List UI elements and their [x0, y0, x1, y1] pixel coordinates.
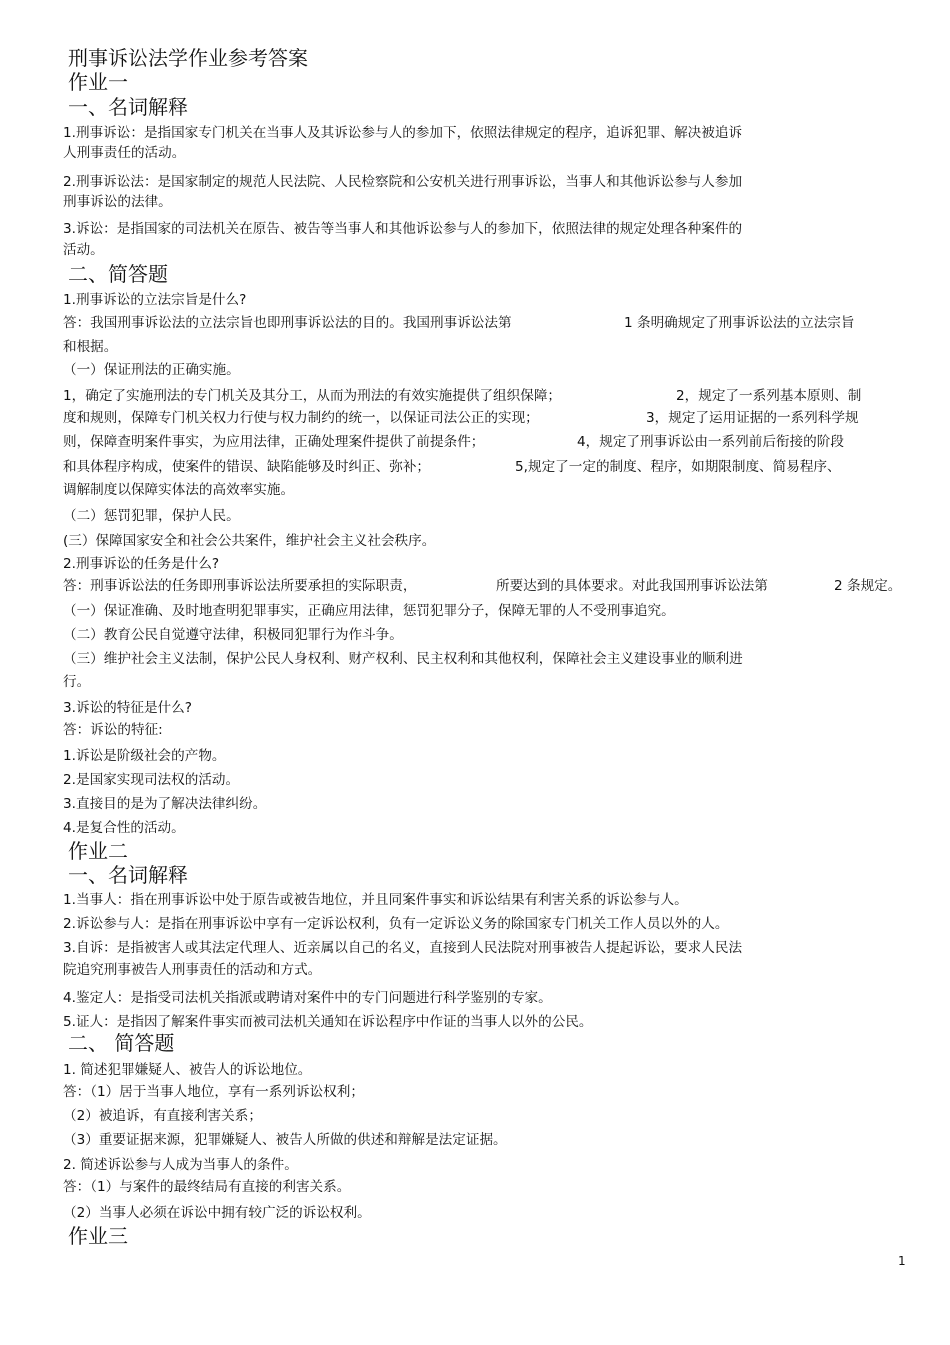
hw1-answer-1-line4 — [63, 388, 862, 405]
hw1-answer-3-item1: 1.诉讼是阶级社会的产物。 — [63, 748, 226, 764]
hw1-answer-2-line1 — [63, 578, 902, 595]
hw2-def-1: 1.当事人：指在刑事诉讼中处于原告或被告地位，并且同案件事实和诉讼结果有利害关系的诉讼参与人。 — [63, 892, 688, 908]
hw1-def-2-line1: 2.刑事诉讼法：是国家制定的规范人民法院、人民检察院和公安机关进行刑事诉讼，当事人和其他诉讼参与人参加 — [63, 174, 743, 190]
hw2-answer-1-point2: （2）被追诉，有直接利害关系； — [63, 1108, 262, 1124]
hw2-answer-1-point3: （3）重要证据来源，犯罪嫌疑人、被告人所做的供述和辩解是法定证据。 — [63, 1132, 507, 1148]
hw1-answer-1-line7 — [63, 459, 841, 476]
page-number: 1 — [898, 1254, 906, 1268]
hw1-answer-2-point3-line1: （三）维护社会主义法制，保护公民人身权利、财产权利、民主权利和其他权利，保障社会主义建设事业的顺利进 — [63, 651, 743, 667]
hw2-answer-2-point1: 答：（1）与案件的最终结局有直接的利害关系。 — [63, 1179, 351, 1195]
hw1-answer-1-line6 — [63, 434, 844, 451]
text-segment: 1 条明确规定了刑事诉讼法的立法宗旨 — [624, 315, 855, 331]
hw1-def-3-line1: 3.诉讼：是指国家的司法机关在原告、被告等当事人和其他诉讼参与人的参加下，依照法律的规定处理各种案件的 — [63, 221, 743, 237]
hw1-answer-1-line1 — [63, 315, 855, 332]
hw1-section-short-answer: 二、简答题 — [68, 262, 168, 286]
hw2-def-3-line1: 3.自诉：是指被害人或其法定代理人、近亲属以自己的名义，直接到人民法院对刑事被告人提起诉讼，要求人民法 — [63, 940, 743, 956]
hw1-answer-3-item3: 3.直接目的是为了解决法律纠纷。 — [63, 796, 267, 812]
homework-2-heading: 作业二 — [68, 839, 128, 863]
homework-1-heading: 作业一 — [68, 70, 128, 94]
text-segment: 和具体程序构成，使案件的错误、缺陷能够及时纠正、弥补； — [63, 459, 431, 475]
text-segment: 答：刑事诉讼法的任务即刑事诉讼法所要承担的实际职责， — [63, 578, 417, 594]
hw2-section-definitions: 一、名词解释 — [68, 863, 188, 887]
hw2-question-1: 1. 简述犯罪嫌疑人、被告人的诉讼地位。 — [63, 1062, 312, 1078]
text-segment: 答：我国刑事诉讼法的立法宗旨也即刑事诉讼法的目的。我国刑事诉讼法第 — [63, 315, 512, 331]
hw1-answer-2-point1: （一）保证准确、及时地查明犯罪事实，正确应用法律，惩罚犯罪分子，保障无罪的人不受刑事追究。 — [63, 603, 675, 619]
hw1-question-3: 3.诉讼的特征是什么? — [63, 700, 192, 716]
hw1-question-1: 1.刑事诉讼的立法宗旨是什么? — [63, 292, 247, 308]
hw1-def-2-line2: 刑事诉讼的法律。 — [63, 194, 172, 210]
hw2-def-5: 5.证人：是指因了解案件事实而被司法机关通知在诉讼程序中作证的当事人以外的公民。 — [63, 1014, 593, 1030]
hw2-answer-2-point2: （2）当事人必须在诉讼中拥有较广泛的诉讼权利。 — [63, 1205, 371, 1221]
hw1-answer-2-point3-line2: 行。 — [63, 674, 91, 690]
hw1-answer-1-point1: （一）保证刑法的正确实施。 — [63, 362, 240, 378]
homework-3-heading: 作业三 — [68, 1224, 128, 1248]
hw1-answer-2-point2: （二）教育公民自觉遵守法律，积极同犯罪行为作斗争。 — [63, 627, 403, 643]
text-segment: 2，规定了一系列基本原则、制 — [676, 388, 862, 404]
hw1-answer-1-line5 — [63, 410, 859, 427]
text-segment: 4，规定了刑事诉讼由一系列前后衔接的阶段 — [577, 434, 844, 450]
hw1-def-1-line1: 1.刑事诉讼：是指国家专门机关在当事人及其诉讼参与人的参加下，依照法律规定的程序，追诉犯罪、解决被追诉 — [63, 125, 743, 141]
hw1-question-2: 2.刑事诉讼的任务是什么? — [63, 556, 220, 572]
text-segment: 度和规则，保障专门机关权力行使与权力制约的统一，以保证司法公正的实现； — [63, 410, 539, 426]
hw2-answer-1-point1: 答：（1）居于当事人地位，享有一系列诉讼权利； — [63, 1084, 364, 1100]
hw2-question-2: 2. 简述诉讼参与人成为当事人的条件。 — [63, 1157, 298, 1173]
hw1-answer-3-item2: 2.是国家实现司法权的活动。 — [63, 772, 240, 788]
hw1-answer-1-point2: （二）惩罚犯罪，保护人民。 — [63, 508, 240, 524]
text-segment: 3，规定了运用证据的一系列科学规 — [646, 410, 859, 426]
text-segment: 5,规定了一定的制度、程序，如期限制度、简易程序、 — [515, 459, 841, 475]
text-segment: 则，保障查明案件事实，为应用法律，正确处理案件提供了前提条件； — [63, 434, 485, 450]
hw1-answer-1-point3: (三）保障国家安全和社会公共案件，维护社会主义社会秩序。 — [63, 533, 436, 549]
hw2-def-3-line2: 院追究刑事被告人刑事责任的活动和方式。 — [63, 962, 322, 978]
text-segment: 1，确定了实施刑法的专门机关及其分工，从而为刑法的有效实施提供了组织保障； — [63, 388, 562, 404]
hw1-answer-3-item4: 4.是复合性的活动。 — [63, 820, 185, 836]
hw1-def-3-line2: 活动。 — [63, 242, 104, 258]
text-segment: 2 条规定。 — [834, 578, 902, 594]
hw1-answer-1-line2: 和根据。 — [63, 339, 118, 355]
hw1-answer-1-line8: 调解制度以保障实体法的高效率实施。 — [63, 482, 295, 498]
hw1-answer-3-line1: 答：诉讼的特征: — [63, 722, 163, 738]
hw2-def-2: 2.诉讼参与人：是指在刑事诉讼中享有一定诉讼权利，负有一定诉讼义务的除国家专门机关工作人员以外的人。 — [63, 916, 729, 932]
hw2-section-short-answer: 二、 简答题 — [68, 1031, 175, 1055]
document-title: 刑事诉讼法学作业参考答案 — [68, 46, 308, 70]
text-segment: 所要达到的具体要求。对此我国刑事诉讼法第 — [496, 578, 768, 594]
hw2-def-4: 4.鉴定人：是指受司法机关指派或聘请对案件中的专门问题进行科学鉴别的专家。 — [63, 990, 552, 1006]
hw1-def-1-line2: 人刑事责任的活动。 — [63, 145, 186, 161]
hw1-section-definitions: 一、名词解释 — [68, 95, 188, 119]
